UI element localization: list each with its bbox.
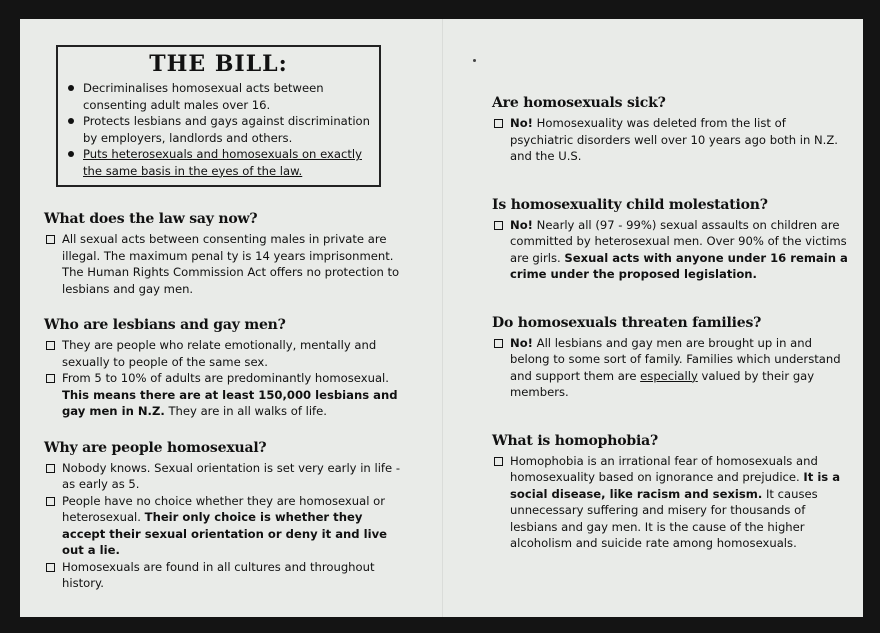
bill-title: THE BILL:: [149, 51, 288, 77]
list-item: People have no choice whether they are homosexual or heterosexual. Their only choice is whether they accept their sexual orientation or deny it and live out a lie.: [44, 493, 404, 559]
section-homophobia: [492, 433, 852, 552]
section-child: [492, 197, 852, 283]
section-families: [492, 315, 852, 401]
list-item: No! All lesbians and gay men are brought up in and belong to some sort of family. Families which understand and support them are especially valued by their gay members.: [492, 335, 852, 401]
bullet-icon: [68, 118, 74, 124]
section-who: [44, 317, 404, 420]
list-item: Homosexuals are found in all cultures and throughout history.: [44, 559, 404, 592]
section-heading: What does the law say now?: [44, 211, 258, 227]
list-item: Homophobia is an irrational fear of homosexuals and homosexuality based on ignorance and prejudice. It is a social disease, like racism and sexism. It causes unnecessary suffering and misery for thousands of lesbians and gay men. It is the cause of the higher alcoholism and suicide rate among homosexuals.: [492, 453, 852, 552]
bill-item: Protects lesbians and gays against discrimination by employers, landlords and others.: [66, 113, 371, 146]
checkbox-icon: [494, 457, 503, 466]
checkbox-icon: [494, 119, 503, 128]
section-heading: Why are people homosexual?: [44, 439, 267, 456]
section-heading: Do homosexuals threaten families?: [492, 314, 762, 331]
print-speck: [473, 59, 476, 62]
checkbox-icon: [46, 374, 55, 383]
bullet-icon: [68, 151, 74, 157]
checkbox-icon: [46, 497, 55, 506]
list-item: They are people who relate emotionally, mentally and sexually to people of the same sex.: [44, 337, 404, 370]
bullet-icon: [68, 85, 74, 91]
checkbox-icon: [46, 235, 55, 244]
bill-item: Puts heterosexuals and homosexuals on exactly the same basis in the eyes of the law.: [66, 146, 371, 179]
section-why: [44, 440, 404, 592]
list-item: Nobody knows. Sexual orientation is set very early in life - as early as 5.: [44, 460, 404, 493]
bill-list: [66, 80, 371, 179]
section-heading: Are homosexuals sick?: [492, 95, 666, 111]
leaflet-page: [20, 19, 863, 617]
section-heading: Who are lesbians and gay men?: [44, 317, 286, 333]
section-heading: What is homophobia?: [492, 432, 658, 449]
list-item: No! Homosexuality was deleted from the list of psychiatric disorders well over 10 years ago both in N.Z. and the U.S.: [492, 115, 852, 165]
section-law: [44, 211, 404, 297]
left-column: [44, 45, 404, 592]
list-item: From 5 to 10% of adults are predominantly homosexual. This means there are at least 150,000 lesbians and gay men in N.Z. They are in all walks of life.: [44, 370, 404, 420]
checkbox-icon: [46, 563, 55, 572]
checkbox-icon: [494, 221, 503, 230]
section-sick: [492, 95, 852, 165]
list-item: All sexual acts between consenting males in private are illegal. The maximum penal ty is 14 years imprisonment. The Human Rights Commission Act offers no protection to lesbians and gay men.: [44, 231, 404, 297]
checkbox-icon: [46, 464, 55, 473]
checkbox-icon: [494, 339, 503, 348]
section-heading: Is homosexuality child molestation?: [492, 196, 768, 213]
list-item: No! Nearly all (97 - 99%) sexual assaults on children are committed by heterosexual men. Over 90% of the victims are girls. Sexual acts with anyone under 16 remain a crime under the proposed legislation.: [492, 217, 852, 283]
bill-box: [56, 45, 381, 187]
right-column: [492, 89, 852, 552]
fold-line: [442, 19, 443, 617]
checkbox-icon: [46, 341, 55, 350]
bill-item: Decriminalises homosexual acts between consenting adult males over 16.: [66, 80, 371, 113]
